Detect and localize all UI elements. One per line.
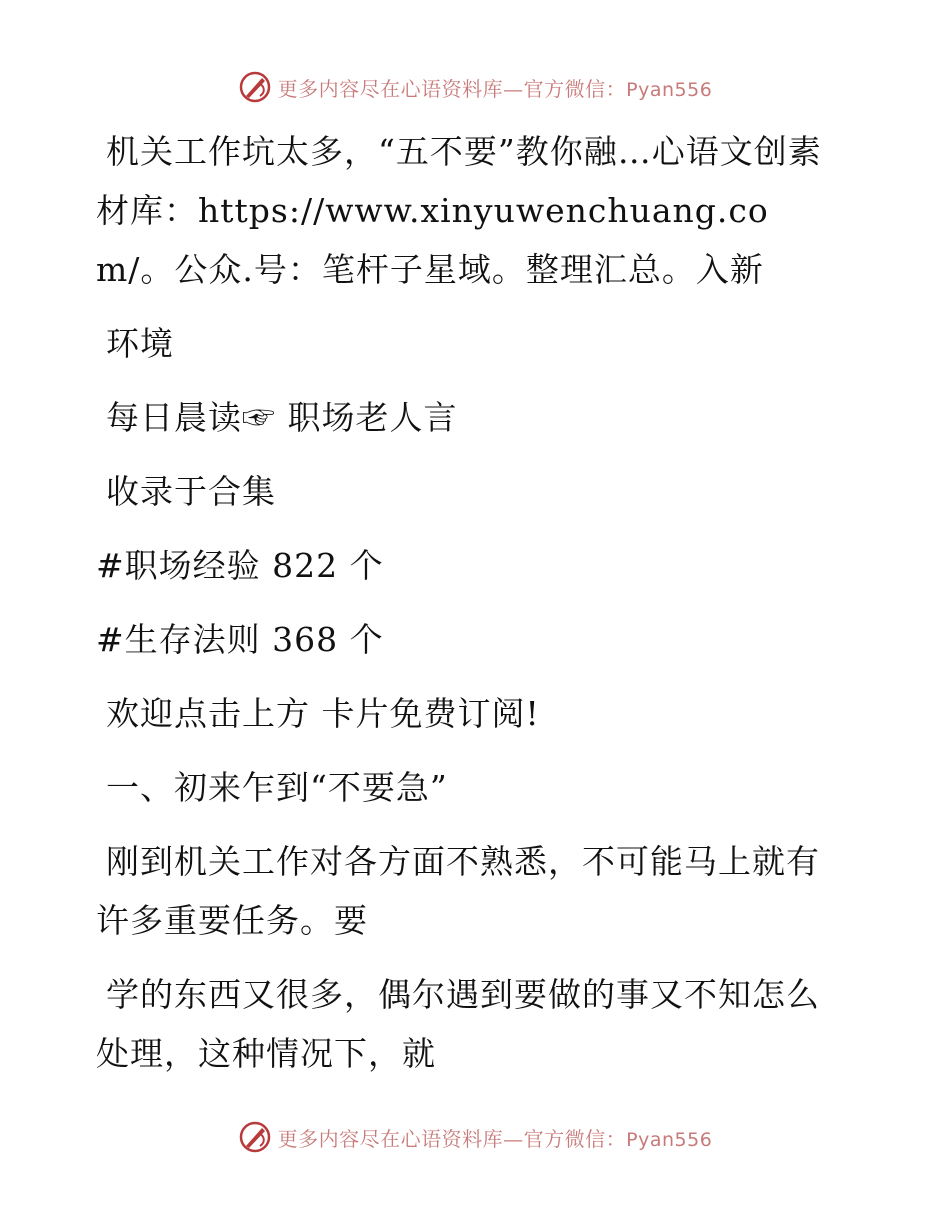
quill-seal-icon	[238, 1120, 272, 1154]
tag-survival-rules: #生存法则 368 个	[96, 620, 384, 659]
paragraph-morning-reading: 每日晨读☞ 职场老人言	[106, 398, 458, 437]
footer-banner-text: 更多内容尽在心语资料库—官方微信：Pyan556	[277, 1126, 713, 1151]
section-heading-1: 一、初来乍到“不要急”	[106, 768, 448, 807]
paragraph-environment: 环境	[106, 324, 174, 363]
header-wechat-id: Pyan556	[626, 78, 713, 101]
header-banner-text: 更多内容尽在心语资料库—官方微信：Pyan556	[277, 76, 713, 101]
paragraph-body-2: 学的东西又很多，偶尔遇到要做的事又不知怎么处理，这种情况下，就	[96, 975, 820, 1073]
paragraph-intro: 机关工作坑太多，“五不要”教你融…心语文创素材库：https://www.xinyuwenchuang.com/。公众.号：笔杆子星域。整理汇总。入新	[96, 132, 822, 289]
footer-wechat-id: Pyan556	[626, 1128, 713, 1151]
footer-banner	[0, 1120, 950, 1154]
document-body	[96, 122, 841, 1098]
paragraph-body-1: 刚到机关工作对各方面不熟悉，不可能马上就有许多重要任务。要	[96, 842, 820, 940]
quill-seal-icon	[238, 70, 272, 104]
tag-workplace-experience: #职场经验 822 个	[96, 546, 384, 585]
header-banner	[0, 70, 950, 104]
paragraph-collection-label: 收录于合集	[106, 472, 276, 511]
paragraph-subscribe: 欢迎点击上方 卡片免费订阅!	[106, 694, 540, 733]
